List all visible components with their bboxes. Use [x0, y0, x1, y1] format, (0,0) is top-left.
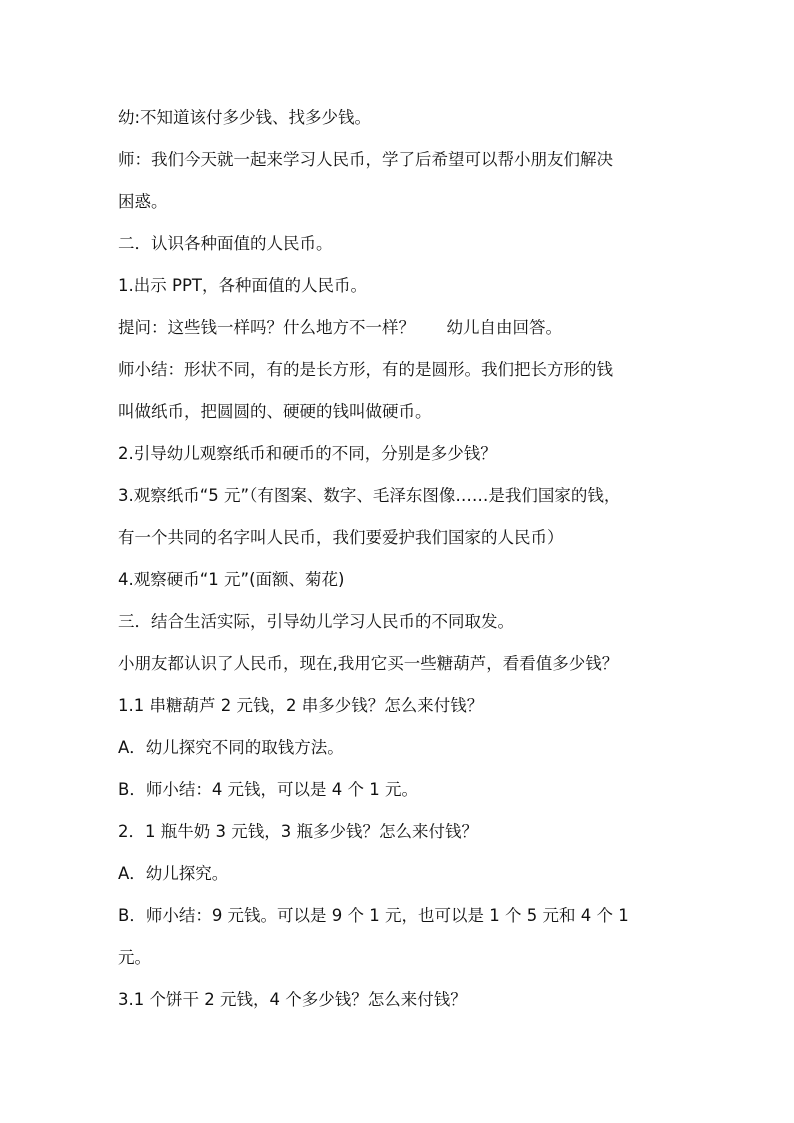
- text-line: 4.观察硬币“1 元”(面额、菊花): [118, 570, 345, 589]
- section-heading: 三．结合生活实际，引导幼儿学习人民币的不同取发。: [118, 612, 514, 631]
- text-line: 师小结：形状不同，有的是长方形，有的是圆形。我们把长方形的钱: [118, 360, 613, 379]
- text-line: A．幼儿探究。: [118, 864, 229, 883]
- text-line: 幼:不知道该付多少钱、找多少钱。: [118, 108, 372, 127]
- text-line: 叫做纸币，把圆圆的、硬硬的钱叫做硬币。: [118, 402, 432, 421]
- text-line: 师：我们今天就一起来学习人民币，学了后希望可以帮小朋友们解决: [118, 150, 613, 169]
- text-line: B．师小结：9 元钱。可以是 9 个 1 元，也可以是 1 个 5 元和 4 个 1: [118, 906, 629, 925]
- text-line: 小朋友都认识了人民币，现在,我用它买一些糖葫芦，看看值多少钱？: [118, 654, 619, 673]
- text-line: B．师小结：4 元钱，可以是 4 个 1 元。: [118, 780, 419, 799]
- text-line: 困惑。: [118, 192, 168, 211]
- text-line: 3.1 个饼干 2 元钱，4 个多少钱？怎么来付钱？: [118, 990, 467, 1009]
- section-heading: 二．认识各种面值的人民币。: [118, 234, 333, 253]
- text-line: 元。: [118, 948, 151, 967]
- text-line: 1.1 串糖葫芦 2 元钱，2 串多少钱？怎么来付钱？: [118, 696, 484, 715]
- text-line: 2．1 瓶牛奶 3 元钱，3 瓶多少钱？怎么来付钱？: [118, 822, 478, 841]
- text-line: 有一个共同的名字叫人民币，我们要爱护我们国家的人民币）: [118, 528, 564, 547]
- text-line: 1.出示 PPT，各种面值的人民币。: [118, 276, 367, 295]
- text-line: 2.引导幼儿观察纸币和硬币的不同，分别是多少钱？: [118, 444, 497, 463]
- text-line: 3.观察纸币“5 元”（有图案、数字、毛泽东图像……是我们国家的钱，: [118, 486, 621, 505]
- text-line: A．幼儿探究不同的取钱方法。: [118, 738, 344, 757]
- text-line: 提问：这些钱一样吗？什么地方不一样？ 幼儿自由回答。: [118, 318, 562, 337]
